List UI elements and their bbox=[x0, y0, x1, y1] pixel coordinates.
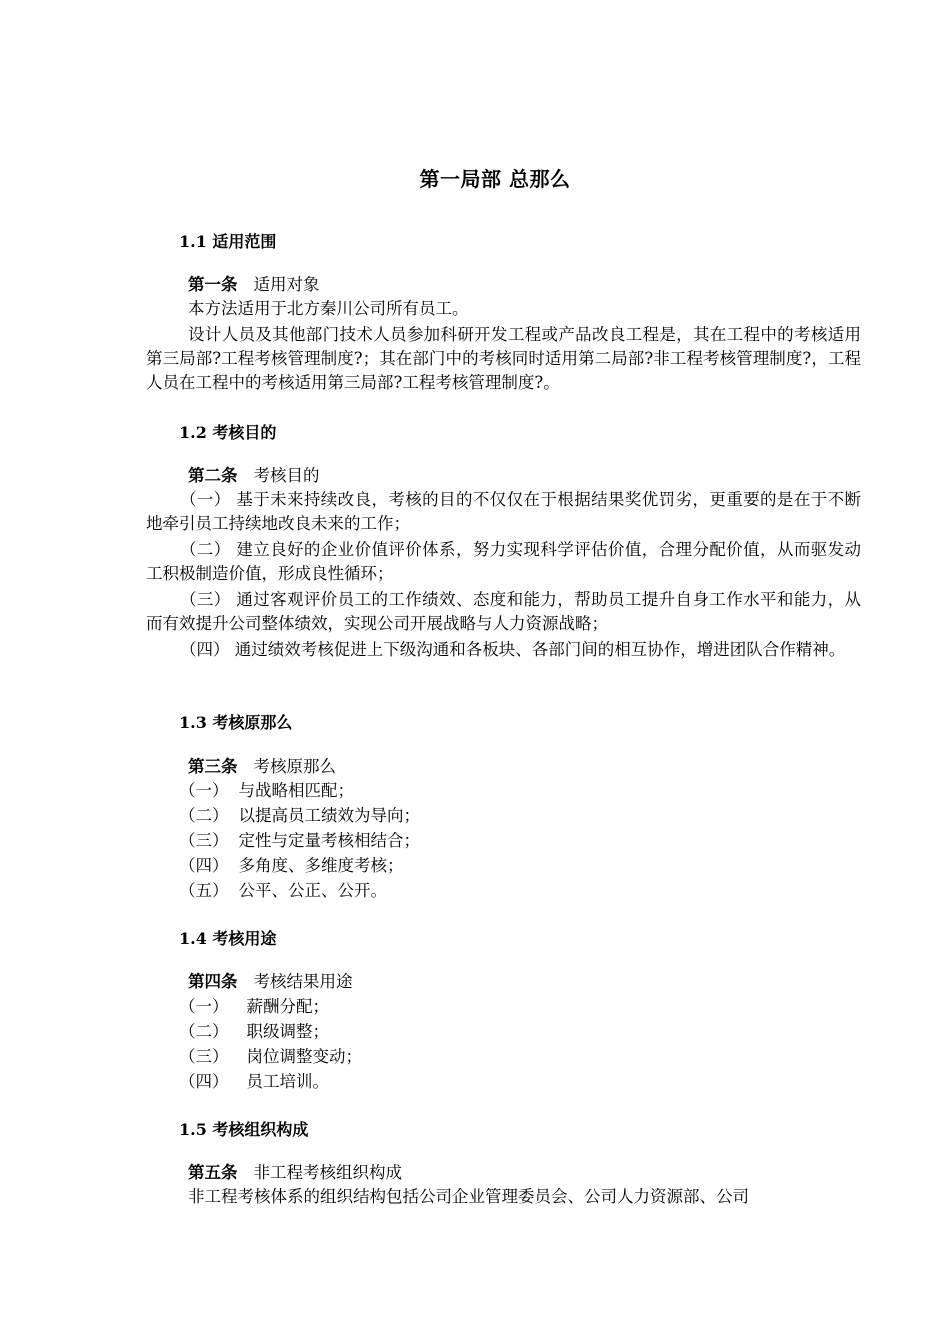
article-title: 考核原那么 bbox=[253, 757, 336, 776]
list-text: 职级调整； bbox=[246, 1022, 329, 1041]
list-item: （四） 通过绩效考核促进上下级沟通和各板块、各部门间的相互协作，增进团队合作精神。 bbox=[180, 640, 846, 659]
article-1 bbox=[188, 273, 320, 297]
article-3 bbox=[188, 755, 336, 779]
list-number: （二） bbox=[179, 806, 229, 825]
list-item bbox=[179, 804, 420, 828]
section-heading-1-1: 1.1 适用范围 bbox=[179, 232, 277, 251]
list-number: （五） bbox=[179, 881, 229, 900]
list-item: （三） 通过客观评价员工的工作绩效、态度和能力，帮助员工提升自身工作水平和能力，从而有效提升公司整体绩效，实现公司开展战略与人力资源战略； bbox=[146, 590, 861, 633]
article-label: 第四条 bbox=[188, 972, 238, 991]
list-item bbox=[179, 1020, 329, 1044]
list-number: （四） bbox=[179, 1072, 229, 1091]
list-number: （三） bbox=[179, 831, 229, 850]
list-item bbox=[179, 995, 329, 1019]
paragraph: 本方法适用于北方秦川公司所有员工。 bbox=[188, 299, 469, 318]
list-item bbox=[179, 879, 387, 903]
article-title: 非工程考核组织构成 bbox=[253, 1163, 402, 1182]
list-item bbox=[179, 1045, 362, 1069]
list-text: 薪酬分配； bbox=[246, 997, 329, 1016]
article-label: 第三条 bbox=[188, 757, 238, 776]
section-heading-1-2: 1.2 考核目的 bbox=[179, 423, 277, 442]
paragraph: 设计人员及其他部门技术人员参加科研开发工程或产品改良工程是，其在工程中的考核适用第三局部?工程考核管理制度?；其在部门中的考核同时适用第二局部?非工程考核管理制度?，工程人员在工程中的考核适用第三局部?工程考核管理制度?。 bbox=[146, 325, 861, 392]
list-number: （二） bbox=[179, 1022, 229, 1041]
list-item bbox=[179, 1070, 329, 1094]
list-item: （二） 建立良好的企业价值评价体系，努力实现科学评估价值，合理分配价值，从而驱发动工积极制造价值，形成良性循环； bbox=[146, 540, 861, 583]
article-label: 第五条 bbox=[188, 1163, 238, 1182]
article-5 bbox=[188, 1161, 402, 1185]
list-item bbox=[179, 854, 404, 878]
section-heading-1-5: 1.5 考核组织构成 bbox=[179, 1120, 309, 1139]
list-number: （三） bbox=[179, 1047, 229, 1066]
article-title: 考核结果用途 bbox=[253, 972, 353, 991]
list-number: （一） bbox=[179, 781, 229, 800]
list-text: 以提高员工绩效为导向； bbox=[238, 806, 420, 825]
page-title: 第一局部 总那么 bbox=[419, 167, 571, 191]
article-label: 第一条 bbox=[188, 275, 238, 294]
list-item bbox=[179, 779, 354, 803]
list-text: 与战略相匹配； bbox=[238, 781, 354, 800]
article-label: 第二条 bbox=[188, 466, 238, 485]
article-4 bbox=[188, 970, 353, 994]
article-title: 适用对象 bbox=[253, 275, 320, 294]
list-text: 定性与定量考核相结合； bbox=[238, 831, 420, 850]
list-number: （一） bbox=[179, 997, 229, 1016]
article-2 bbox=[188, 464, 320, 488]
list-text: 公平、公正、公开。 bbox=[238, 881, 387, 900]
list-text: 多角度、多维度考核； bbox=[238, 856, 404, 875]
list-text: 员工培训。 bbox=[246, 1072, 329, 1091]
section-heading-1-3: 1.3 考核原那么 bbox=[179, 713, 293, 732]
section-heading-1-4: 1.4 考核用途 bbox=[179, 929, 277, 948]
article-title: 考核目的 bbox=[253, 466, 320, 485]
list-number: （四） bbox=[179, 856, 229, 875]
paragraph: 非工程考核体系的组织结构包括公司企业管理委员会、公司人力资源部、公司 bbox=[188, 1187, 749, 1206]
list-text: 岗位调整变动； bbox=[246, 1047, 362, 1066]
list-item: （一） 基于未来持续改良，考核的目的不仅仅在于根据结果奖优罚劣，更重要的是在于不断地牵引员工持续地改良未来的工作； bbox=[146, 490, 861, 533]
list-item bbox=[179, 829, 420, 853]
